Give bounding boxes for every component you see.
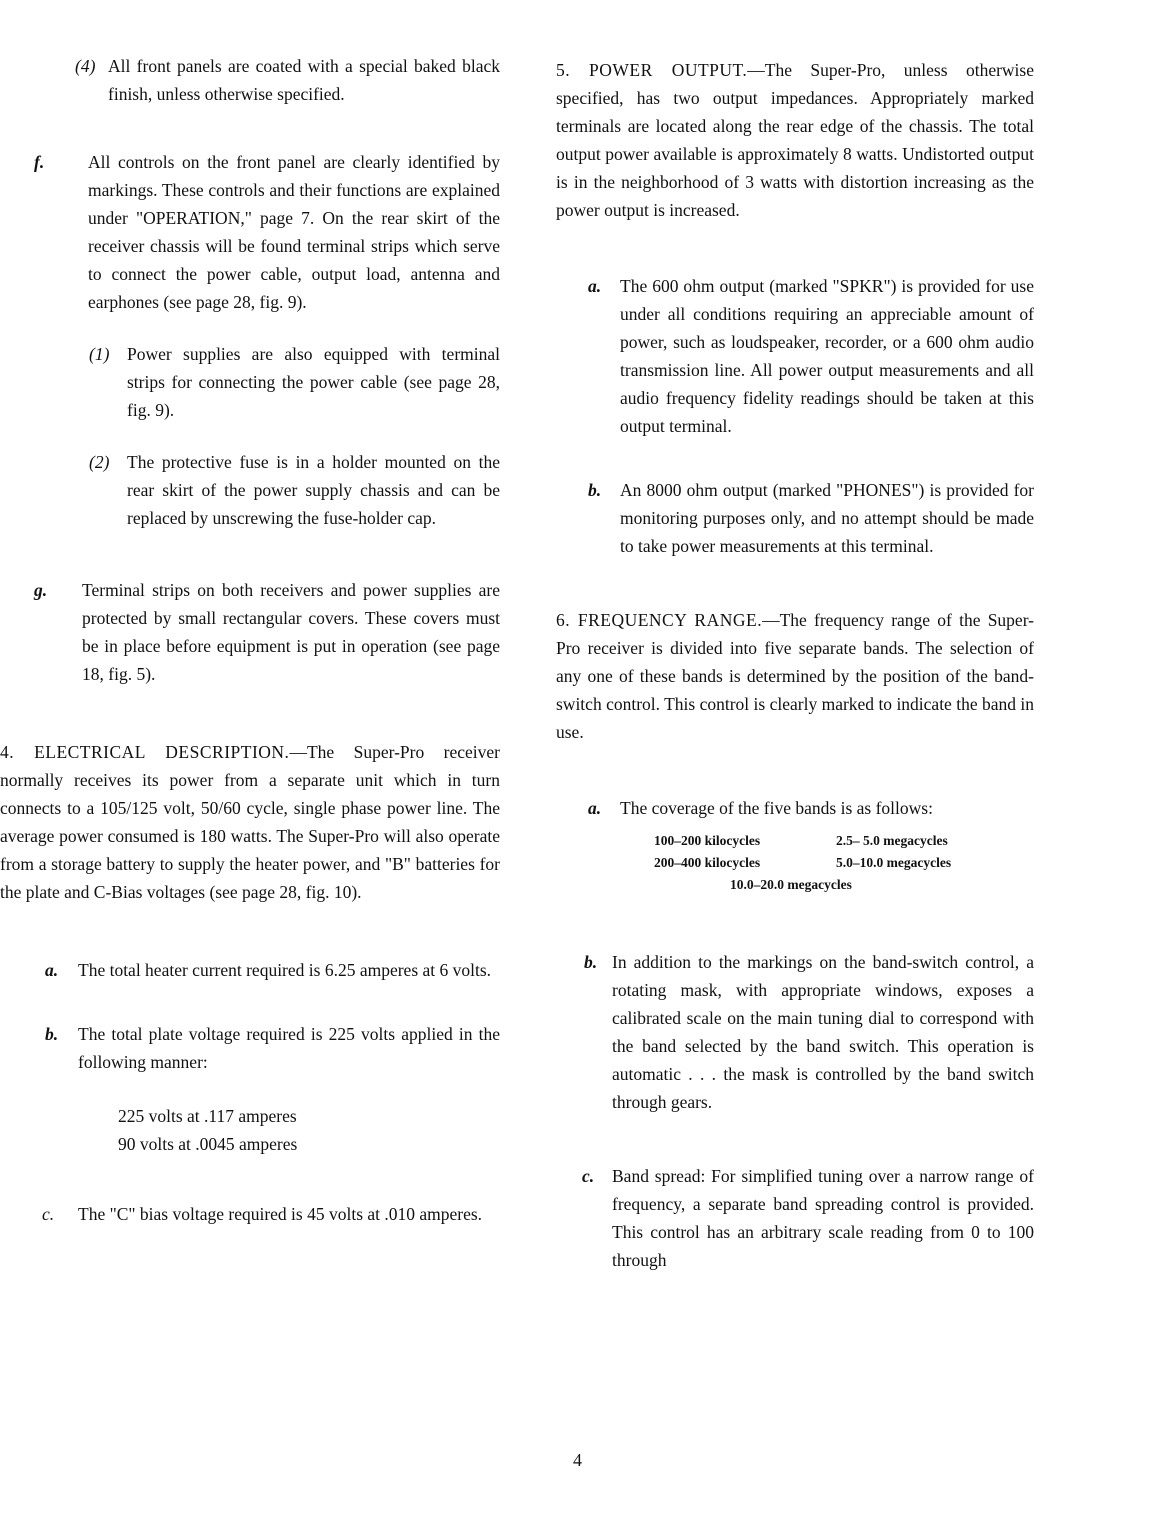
left-column <box>0 52 500 1228</box>
section-text: —The Super-Pro, unless otherwise specified, has two output impedances. Appropriately marked terminals are located along the rear edge of the chassis. The total output power available is approximately 8 watts. Undistorted output is in the neighborhood of 3 watts with distortion increasing as the power output is increased. <box>556 60 1034 220</box>
table-row <box>654 852 1034 874</box>
item-text: The 600 ohm output (marked "SPKR") is provided for use under all conditions requiring an appreciable amount of power, such as loudspeaker, recorder, or a 600 ohm audio transmission line. All power output measurements and all audio frequency fidelity readings should be taken at this output terminal. <box>620 276 1034 436</box>
table-cell: 200–400 kilocycles <box>654 855 761 870</box>
plate-voltage-list <box>118 1102 500 1158</box>
item-text: All controls on the front panel are clearly identified by markings. These controls and their functions are explained under "OPERATION," page 7. On the rear skirt of the receiver chassis will be found terminal strips which serve to connect the power cable, output load, antenna and earphones (see page 28, fig. 9). <box>88 152 500 312</box>
right-column <box>556 56 1034 1274</box>
item-label: c. <box>582 1166 595 1186</box>
table-row <box>654 830 1034 852</box>
item-label: (1) <box>89 344 110 364</box>
item-b-8000-ohm-output <box>588 476 1034 560</box>
page-number: 4 <box>573 1450 582 1470</box>
item-a-heater-current <box>45 956 500 984</box>
item-label: b. <box>588 480 602 500</box>
item-text: The protective fuse is in a holder mounted on the rear skirt of the power supply chassis and can be replaced by unscrewing the fuse-holder cap. <box>127 452 500 528</box>
item-label: (4) <box>75 56 96 76</box>
item-a-600-ohm-output <box>588 272 1034 440</box>
item-text: The "C" bias voltage required is 45 volts at .010 amperes. <box>78 1204 483 1224</box>
item-2-fuse <box>89 448 500 532</box>
table-row <box>654 874 1034 896</box>
section-5-power-output <box>556 56 1034 224</box>
item-b-plate-voltage <box>45 1020 500 1076</box>
item-c-band-spread <box>582 1162 1034 1274</box>
item-text: Band spread: For simplified tuning over a narrow range of frequency, a separate band spreading control is provided. This control has an arbitrary scale reading from 0 to 100 through <box>612 1166 1034 1270</box>
section-heading: 6. FREQUENCY RANGE. <box>556 610 763 630</box>
item-text: An 8000 ohm output (marked "PHONES") is provided for monitoring purposes only, and no attempt should be made to take power measurements at this terminal. <box>620 480 1034 556</box>
item-text: In addition to the markings on the band-switch control, a rotating mask, with appropriate windows, exposes a calibrated scale on the main tuning dial to correspond with the band selected by the band switch. This operation is automatic . . . the mask is controlled by the band switch through gears. <box>612 952 1034 1112</box>
item-1-power-supplies <box>89 340 500 424</box>
section-text: —The Super-Pro receiver normally receives its power from a separate unit which in turn connects to a 105/125 volt, 50/60 cycle, single phase power line. The average power consumed is 180 watts. The Super-Pro will also operate from a storage battery to supply the heater power, and "B" batteries for the plate and C-Bias voltages (see page 28, fig. 10). <box>0 742 500 902</box>
item-label: a. <box>588 276 602 296</box>
table-cell: 10.0–20.0 megacycles <box>730 877 852 892</box>
item-text: Power supplies are also equipped with terminal strips for connecting the power cable (see page 28, fig. 9). <box>127 344 500 420</box>
table-cell: 5.0–10.0 megacycles <box>836 855 952 870</box>
item-label: g. <box>34 580 48 600</box>
item-label: f. <box>34 152 45 172</box>
item-text: The coverage of the five bands is as follows: <box>620 798 933 818</box>
section-heading: 5. POWER OUTPUT. <box>556 60 748 80</box>
section-6-frequency-range <box>556 606 1034 746</box>
item-label: b. <box>45 1024 59 1044</box>
table-cell: 100–200 kilocycles <box>654 833 761 848</box>
section-heading: 4. ELECTRICAL DESCRIPTION. <box>0 742 290 762</box>
band-coverage-table <box>654 830 1034 896</box>
item-label: (2) <box>89 452 110 472</box>
item-f-controls <box>34 148 500 316</box>
item-text: Terminal strips on both receivers and power supplies are protected by small rectangular covers. These covers must be in place before equipment is put in operation (see page 18, fig. 5). <box>82 580 500 684</box>
item-4-front-panels <box>75 52 500 108</box>
section-text: —The frequency range of the Super-Pro receiver is divided into five separate bands. The selection of any one of these bands is determined by the position of the band-switch control. This control is clearly marked to indicate the band in use. <box>556 610 1034 742</box>
item-a-band-coverage <box>588 794 1034 822</box>
voltage-line: 225 volts at .117 amperes <box>118 1106 297 1126</box>
item-label: a. <box>45 960 59 980</box>
item-label: a. <box>588 798 602 818</box>
table-cell: 2.5– 5.0 megacycles <box>836 833 948 848</box>
item-text: All front panels are coated with a special baked black finish, unless otherwise specified. <box>108 56 500 104</box>
item-label: b. <box>584 952 598 972</box>
item-text: The total plate voltage required is 225 volts applied in the following manner: <box>78 1024 500 1072</box>
voltage-line: 90 volts at .0045 amperes <box>118 1134 298 1154</box>
item-b-rotating-mask <box>584 948 1034 1116</box>
item-g-terminal-strips <box>34 576 500 688</box>
section-4-electrical-description <box>0 738 500 906</box>
item-c-bias-voltage <box>42 1200 500 1228</box>
item-text: The total heater current required is 6.25 amperes at 6 volts. <box>78 960 492 980</box>
item-label: c. <box>42 1204 55 1224</box>
